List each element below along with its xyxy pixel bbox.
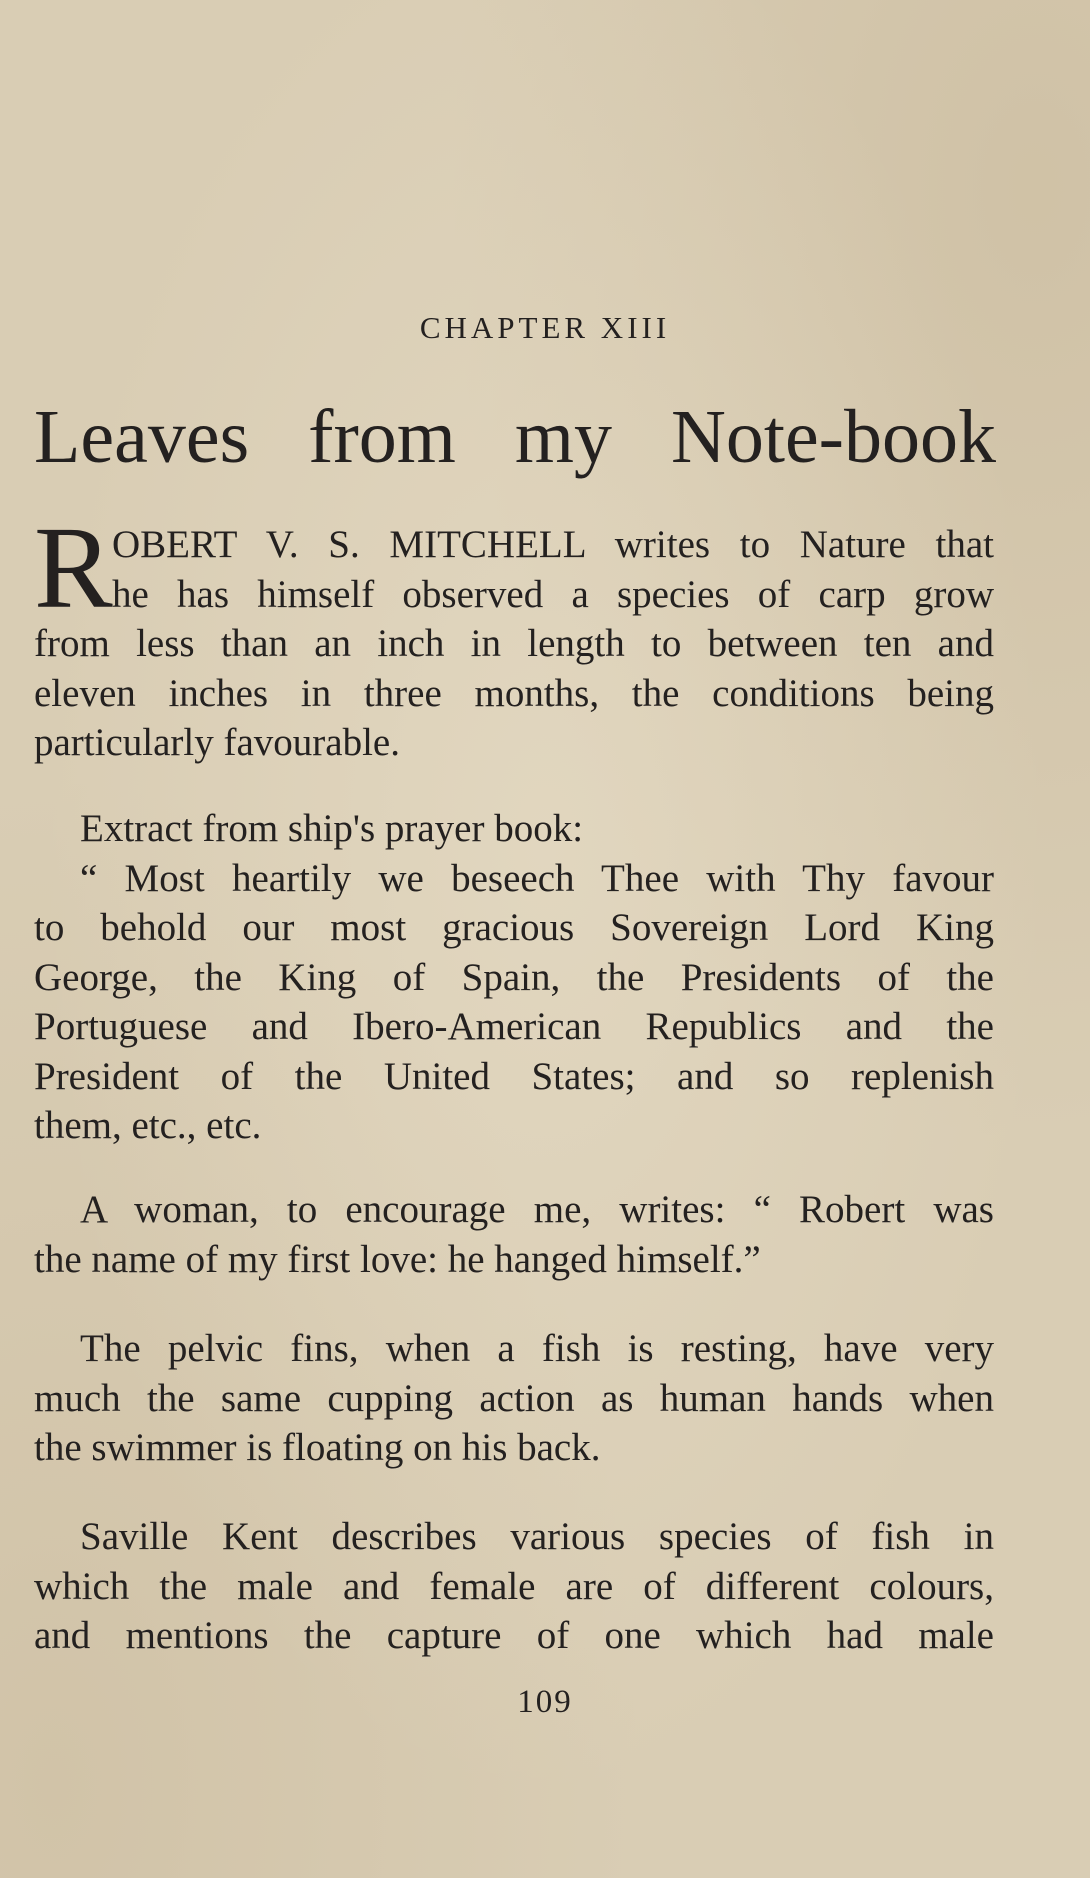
paragraph-line: eleven inches in three months, the conditions being bbox=[34, 671, 994, 715]
paragraph-line: OBERT V. S. MITCHELL writes to Nature that bbox=[112, 523, 994, 566]
paragraph-line: which the male and female are of different colours, bbox=[34, 1564, 994, 1608]
paragraph-line: he has himself observed a species of carp grow bbox=[112, 572, 994, 616]
chapter-label: CHAPTER XIII bbox=[419, 310, 671, 345]
chapter-title: Leaves from my Note-book bbox=[34, 395, 996, 479]
paragraph-line: Extract from ship's prayer book: bbox=[80, 807, 584, 850]
paragraph-1 bbox=[34, 502, 994, 768]
paragraph-line: much the same cupping action as human hands when bbox=[34, 1376, 994, 1420]
paragraph-line: President of the United States; and so replenish bbox=[34, 1054, 994, 1098]
paragraph-line: the name of my first love: he hanged himself.” bbox=[34, 1237, 761, 1281]
paragraph-line: The pelvic fins, when a fish is resting, have very bbox=[80, 1327, 994, 1370]
paragraph-line: Saville Kent describes various species of fish in bbox=[80, 1515, 994, 1558]
paragraph-line: to behold our most gracious Sovereign Lord King bbox=[34, 906, 994, 949]
paragraph-line: particularly favourable. bbox=[34, 721, 400, 764]
page-number: 109 bbox=[517, 1684, 573, 1720]
paragraph-5 bbox=[34, 1512, 994, 1661]
paragraph-2 bbox=[34, 804, 994, 1151]
paragraph-4 bbox=[34, 1324, 994, 1473]
paragraph-line: Portuguese and Ibero-American Republics and the bbox=[34, 1005, 994, 1048]
paragraph-line: George, the King of Spain, the Presidents of the bbox=[34, 955, 994, 999]
paragraph-line: the swimmer is floating on his back. bbox=[34, 1426, 601, 1469]
paragraph-3 bbox=[34, 1185, 994, 1284]
paragraph-line: and mentions the capture of one which had male bbox=[34, 1614, 994, 1657]
paragraph-line: them, etc., etc. bbox=[34, 1104, 262, 1147]
paragraph-line: from less than an inch in length to between ten and bbox=[34, 622, 994, 665]
paragraph-line: A woman, to encourage me, writes: “ Robert was bbox=[80, 1188, 994, 1231]
paragraph-line: “ Most heartily we beseech Thee with Thy favour bbox=[80, 856, 994, 900]
drop-cap: R bbox=[34, 502, 113, 633]
